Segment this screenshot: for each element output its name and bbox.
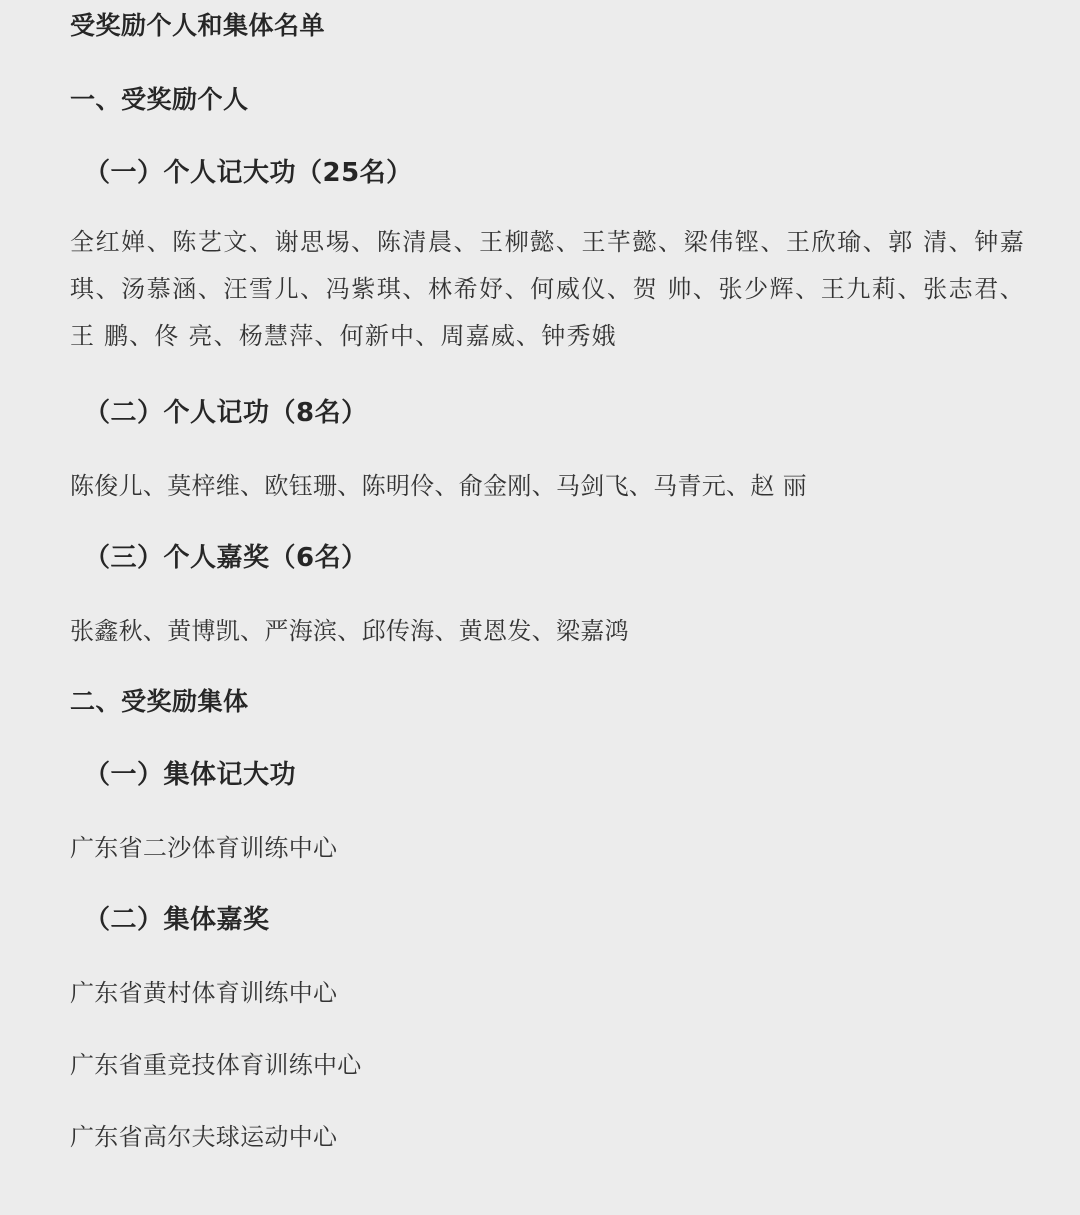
section-collectives-heading: 二、受奖励集体 bbox=[70, 687, 249, 716]
merit-names: 陈俊儿、莫梓维、欧钰珊、陈明伶、俞金刚、马剑飞、马青元、赵 丽 bbox=[70, 472, 807, 500]
collective-commendation-item: 广东省高尔夫球运动中心 bbox=[70, 1123, 338, 1151]
subsection-major-merit-heading: （一）个人记大功（25名） bbox=[84, 158, 413, 188]
subsection-collective-commendation-heading: （二）集体嘉奖 bbox=[84, 905, 270, 935]
collective-commendation-item: 广东省黄村体育训练中心 bbox=[70, 979, 338, 1007]
section-individuals-heading: 一、受奖励个人 bbox=[70, 85, 249, 114]
collective-commendation-item: 广东省重竞技体育训练中心 bbox=[70, 1051, 362, 1079]
subsection-merit-heading: （二）个人记功（8名） bbox=[84, 398, 368, 428]
document-title: 受奖励个人和集体名单 bbox=[70, 11, 326, 40]
commendation-names: 张鑫秋、黄博凯、严海滨、邱传海、黄恩发、梁嘉鸿 bbox=[70, 617, 629, 645]
subsection-commendation-heading: （三）个人嘉奖（6名） bbox=[84, 543, 368, 573]
major-merit-names: 全红婵、陈艺文、谢思埸、陈清晨、王柳懿、王芊懿、梁伟铿、王欣瑜、郭 清、钟嘉琪、汤慕涵、汪雪儿、冯紫琪、林希妤、何威仪、贺 帅、张少辉、王九莉、张志君、王 鹏、佟 亮、杨慧萍、何新中、周嘉威、钟秀娥 bbox=[70, 228, 1025, 350]
collective-major-merit-item: 广东省二沙体育训练中心 bbox=[70, 834, 338, 862]
subsection-collective-major-merit-heading: （一）集体记大功 bbox=[84, 760, 297, 790]
